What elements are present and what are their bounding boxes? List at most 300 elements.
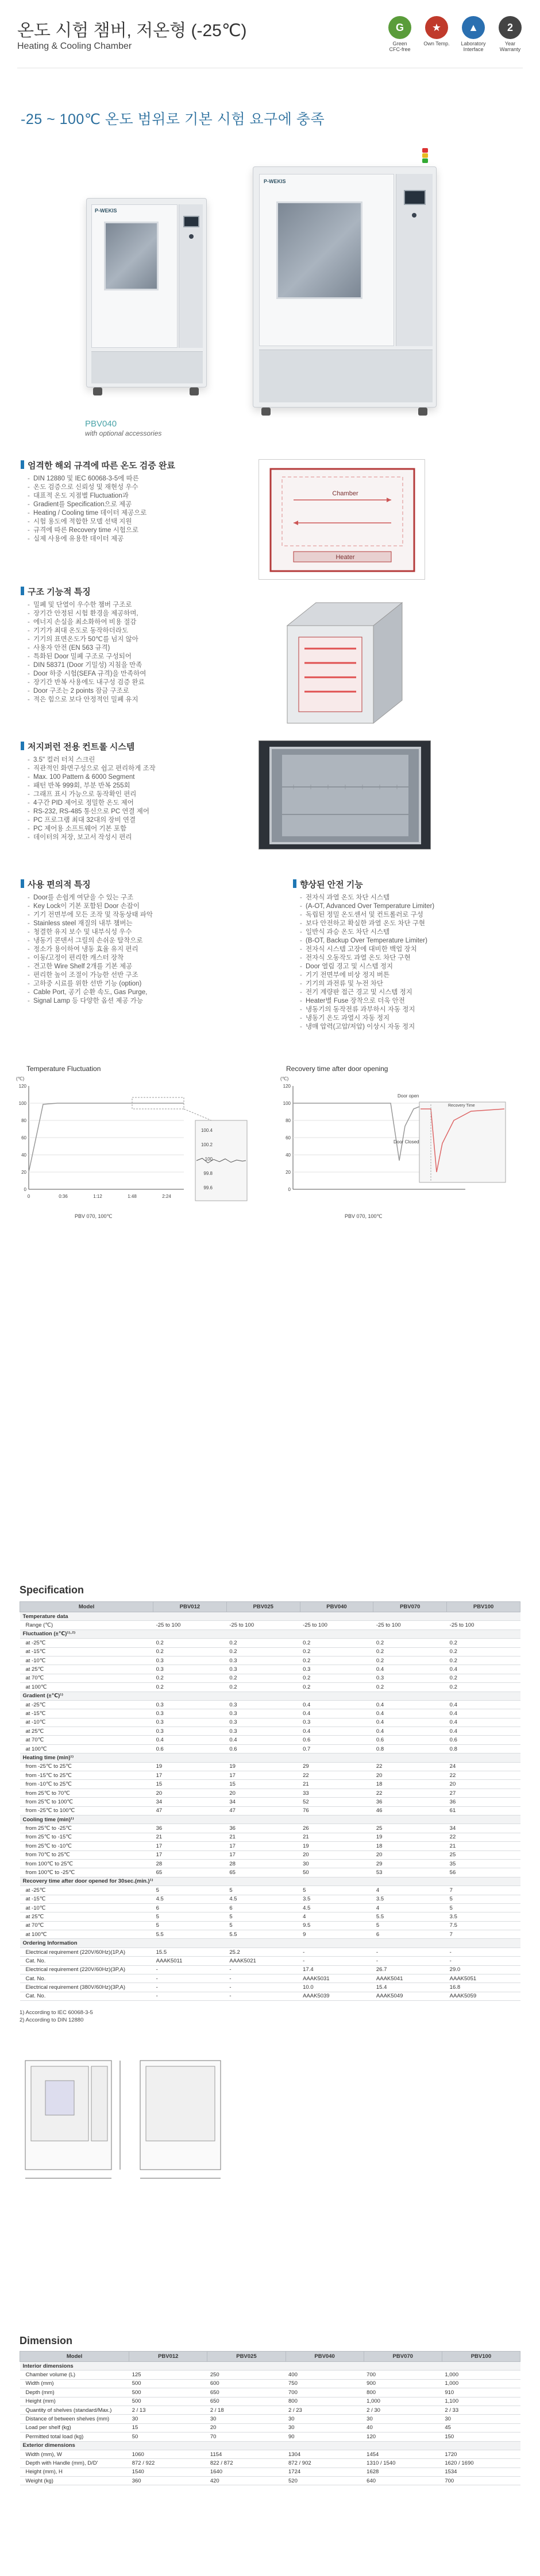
table-cell: from -25℃ to 100℃: [20, 1806, 153, 1815]
tick-label: 120: [18, 1084, 26, 1089]
table-row: [20, 1965, 520, 1974]
table-cell: 0.3: [153, 1709, 227, 1718]
table-cell: 17: [153, 1842, 227, 1850]
table-cell: -: [153, 1992, 227, 2000]
table-cell: 7.5: [447, 1921, 520, 1930]
table-cell: 0.4: [447, 1709, 520, 1718]
tick-label: 99.8: [203, 1171, 213, 1176]
table-row: [20, 1718, 520, 1727]
table-row: [20, 1895, 520, 1903]
table-row: [20, 1992, 520, 2000]
table-cell: 0.4: [373, 1709, 447, 1718]
table-row: [20, 1630, 520, 1638]
badge-warranty: 2 Year Warranty: [496, 16, 524, 53]
table-cell: Temperature data: [20, 1612, 153, 1621]
table-cell: 30: [300, 1859, 373, 1868]
table-cell: 0.2: [447, 1647, 520, 1656]
table-cell: 34: [226, 1798, 300, 1806]
table-cell: from 100℃ to 25℃: [20, 1859, 153, 1868]
table-row: [20, 1639, 520, 1647]
table-cell: Ordering Information: [20, 1939, 153, 1947]
chamber-small-image: P-WEKIS: [86, 198, 207, 387]
tick-label: 20: [286, 1170, 291, 1175]
column-header: PBV025: [207, 2352, 286, 2362]
table-cell: 20: [373, 1771, 447, 1780]
table-cell: 3.5: [373, 1895, 447, 1903]
fluct-caption: PBV 070, 100℃: [75, 1213, 113, 1219]
table-cell: 600: [207, 2379, 286, 2388]
table-cell: 0.3: [373, 1674, 447, 1682]
table-cell: 10.0: [300, 1983, 373, 1992]
tick-label: 0:36: [59, 1194, 68, 1199]
table-cell: 1060: [129, 2450, 207, 2458]
table-cell: AAAK5021: [226, 1957, 300, 1965]
table-row: [20, 1727, 520, 1736]
table-row: [20, 1612, 520, 1621]
table-cell: 19: [153, 1762, 227, 1771]
feature-item: - 냉동기의 동작전류 과부하시 자동 정지: [300, 1006, 529, 1014]
spec-title: Specification: [20, 1584, 84, 1596]
feature-item: - PC 제어용 소프트웨어 기본 포함: [28, 825, 227, 833]
table-cell: 50: [300, 1868, 373, 1877]
table-row: [20, 2477, 520, 2485]
table-cell: from -10℃ to 25℃: [20, 1780, 153, 1789]
table-row: [20, 1930, 520, 1939]
recovery-chart: [276, 1074, 523, 1247]
feature-item: - 기기의 과전류 및 누전 차단: [300, 980, 529, 988]
table-row: [20, 1700, 520, 1709]
table-cell: Cat. No.: [20, 1974, 153, 1983]
fluct-ylabel: (℃): [16, 1076, 25, 1081]
table-cell: 0.3: [226, 1709, 300, 1718]
table-cell: 0.3: [153, 1718, 227, 1727]
signal-lamp: [422, 148, 428, 164]
table-cell: 1,000: [442, 2371, 520, 2379]
section-title: 저지퍼런 전용 컨트롤 시스템: [21, 740, 227, 752]
feature-item: - 기기가 최대 온도로 동작하더라도: [28, 627, 227, 635]
table-cell: 1540: [129, 2468, 207, 2476]
table-cell: 36: [153, 1824, 227, 1833]
table-cell: Heating time (min)¹⁾: [20, 1753, 153, 1762]
table-cell: 1454: [364, 2450, 442, 2458]
table-cell: 800: [286, 2397, 364, 2406]
table-cell: Height (mm), H: [20, 2468, 129, 2476]
feature-item: - Heater별 Fuse 장착으로 더욱 안전: [300, 997, 529, 1006]
table-cell: -: [300, 1947, 373, 1956]
table-cell: 45: [442, 2423, 520, 2432]
feature-item: - 기기 전면부에 모든 조작 및 작동상태 파악: [28, 911, 250, 920]
table-cell: 4.5: [153, 1895, 227, 1903]
table-cell: 25.2: [226, 1947, 300, 1956]
table-row: [20, 1859, 520, 1868]
table-cell: [226, 1815, 300, 1824]
fluctuation-chart: [11, 1074, 253, 1247]
feature-item: - 에너지 손실을 최소화하여 비용 절감: [28, 618, 227, 627]
table-cell: 1620 / 1690: [442, 2459, 520, 2468]
table-cell: AAAK5039: [300, 1992, 373, 2000]
table-cell: -: [226, 1983, 300, 1992]
recovery-caption: PBV 070, 100℃: [345, 1213, 383, 1219]
table-cell: 0.2: [447, 1683, 520, 1692]
table-cell: 16.8: [447, 1983, 520, 1992]
section-title: 엄격한 해외 규격에 따른 온도 검증 완료: [21, 459, 227, 471]
footnote: 2) According to DIN 12880: [20, 2017, 84, 2023]
table-cell: [286, 2362, 364, 2371]
table-row: [20, 2468, 520, 2476]
table-cell: 0.2: [153, 1683, 227, 1692]
table-cell: 2 / 33: [442, 2406, 520, 2414]
table-cell: 61: [447, 1806, 520, 1815]
table-cell: 22: [373, 1789, 447, 1797]
table-cell: 36: [373, 1798, 447, 1806]
feature-item: - Key Lock이 기본 포함된 Door 손잡이: [28, 902, 250, 911]
feature-item: - Door 하중 시험(SEFA 규격)을 만족하여: [28, 670, 227, 678]
table-cell: 0.2: [373, 1639, 447, 1647]
table-cell: 0.6: [300, 1736, 373, 1744]
table-cell: 40: [364, 2423, 442, 2432]
table-cell: 20: [207, 2423, 286, 2432]
feature-item: - Signal Lamp 등 다양한 옵션 제공 가능: [28, 997, 250, 1006]
table-cell: [153, 1630, 227, 1638]
table-cell: 0.6: [447, 1736, 520, 1744]
tick-label: 80: [21, 1118, 26, 1123]
table-cell: 18: [373, 1780, 447, 1789]
table-cell: 3.5: [300, 1895, 373, 1903]
table-cell: 20: [373, 1850, 447, 1859]
table-cell: 21: [300, 1833, 373, 1841]
feature-item: - RS-232, RS-485 통신으로 PC 연결 제어: [28, 808, 227, 816]
table-cell: 65: [226, 1868, 300, 1877]
table-row: [20, 1753, 520, 1762]
feature-item: - 특화된 Door 밀폐 구조로 구성되어: [28, 653, 227, 661]
feature-item: - 전자식 오동작도 과열 온도 차단 구현: [300, 954, 529, 963]
table-cell: 36: [226, 1824, 300, 1833]
table-cell: [447, 1753, 520, 1762]
table-cell: 7: [447, 1886, 520, 1895]
table-cell: Chamber volume (L): [20, 2371, 129, 2379]
table-row: [20, 1744, 520, 1753]
table-cell: Depth with Handle (mm), D/D': [20, 2459, 129, 2468]
table-cell: 0.6: [373, 1736, 447, 1744]
table-cell: 30: [442, 2415, 520, 2423]
table-cell: Distance of between shelves (mm): [20, 2415, 129, 2423]
spec-notes: [20, 2009, 93, 2024]
table-cell: 30: [286, 2415, 364, 2423]
table-cell: 21: [447, 1842, 520, 1850]
table-row: [20, 1903, 520, 1912]
data-icon: ▲: [462, 16, 485, 39]
table-cell: 19: [373, 1833, 447, 1841]
table-cell: 0.3: [226, 1718, 300, 1727]
table-cell: [300, 1612, 373, 1621]
model-note: with optional accessories: [85, 429, 162, 437]
table-cell: from -25℃ to 25℃: [20, 1762, 153, 1771]
table-cell: [373, 1692, 447, 1700]
table-cell: 25: [373, 1824, 447, 1833]
table-cell: 5.5: [226, 1930, 300, 1939]
tick-label: 120: [283, 1084, 291, 1089]
table-cell: 500: [129, 2388, 207, 2397]
feature-item: - Stainless steel 재질의 내부 챔버는: [28, 920, 250, 928]
table-row: [20, 2406, 520, 2414]
table-cell: 0.4: [447, 1727, 520, 1736]
feature-list: [293, 894, 529, 1031]
table-cell: 0.2: [300, 1639, 373, 1647]
feature-item: - 기기의 표면온도가 50℃를 넘지 않아: [28, 635, 227, 644]
table-cell: 9.5: [300, 1921, 373, 1930]
table-cell: 4: [373, 1886, 447, 1895]
table-row: [20, 1709, 520, 1718]
table-cell: [226, 1630, 300, 1638]
feature-item: - DIN 12880 및 IEC 60068-3-5에 따른: [28, 475, 227, 483]
table-cell: 47: [226, 1806, 300, 1815]
table-cell: at 70℃: [20, 1674, 153, 1682]
table-cell: -: [153, 1965, 227, 1974]
feature-item: - 직관적인 화면구성으로 쉽고 편리하게 조작: [28, 765, 227, 773]
table-cell: Depth (mm): [20, 2388, 129, 2397]
table-cell: 17: [226, 1850, 300, 1859]
table-cell: 1720: [442, 2450, 520, 2458]
feature-item: - 전기 계량판 접근 경고 및 시스템 정지: [300, 988, 529, 997]
table-cell: Interior dimensions: [20, 2362, 129, 2371]
table-cell: at -25℃: [20, 1700, 153, 1709]
table-cell: -: [373, 1957, 447, 1965]
table-cell: -: [300, 1957, 373, 1965]
table-cell: 6: [373, 1930, 447, 1939]
table-cell: [373, 1612, 447, 1621]
table-cell: 5: [373, 1921, 447, 1930]
chamber-large-image: P-WEKIS: [253, 166, 437, 408]
feature-item: - 온도 검증으로 신뢰성 및 재현성 우수: [28, 483, 227, 492]
table-cell: 29: [300, 1762, 373, 1771]
chamber-diagram: [259, 459, 425, 580]
table-cell: 0.6: [226, 1744, 300, 1753]
table-cell: [129, 2362, 207, 2371]
feature-item: - 4구간 PID 제어로 정밀한 온도 제어: [28, 799, 227, 808]
table-cell: Width (mm): [20, 2379, 129, 2388]
table-cell: 1628: [364, 2468, 442, 2476]
tick-label: 2:24: [162, 1194, 171, 1199]
table-cell: [373, 1753, 447, 1762]
table-cell: 21: [300, 1780, 373, 1789]
table-cell: [153, 1815, 227, 1824]
table-cell: 20: [226, 1789, 300, 1797]
leaf-icon: G: [388, 16, 411, 39]
table-cell: [373, 1877, 447, 1886]
feature-item: - 적은 힘으로 보다 안정적인 밀폐 유지: [28, 696, 227, 704]
table-cell: -25 to 100: [226, 1621, 300, 1630]
feature-item: - 고하중 시료를 위한 선반 기능 (option): [28, 980, 250, 988]
table-cell: 28: [226, 1859, 300, 1868]
table-cell: 20: [447, 1780, 520, 1789]
feature-item: - 장기간 안정된 시험 환경을 제공하며,: [28, 610, 227, 618]
table-cell: 5: [226, 1921, 300, 1930]
table-cell: 19: [300, 1842, 373, 1850]
table-row: [20, 1921, 520, 1930]
table-cell: 0.4: [373, 1700, 447, 1709]
table-cell: 53: [373, 1868, 447, 1877]
table-cell: 750: [286, 2379, 364, 2388]
table-cell: 27: [447, 1789, 520, 1797]
feature-list: [21, 894, 250, 1006]
interior-photo: [259, 740, 431, 849]
table-row: [20, 1947, 520, 1956]
table-row: [20, 1886, 520, 1895]
table-cell: 34: [447, 1824, 520, 1833]
footnote: 1) According to IEC 60068-3-5: [20, 2009, 93, 2016]
table-cell: 6: [226, 1903, 300, 1912]
feature-item: - 시험 용도에 적합한 모델 선택 지원: [28, 518, 227, 526]
table-cell: 46: [373, 1806, 447, 1815]
table-row: [20, 1850, 520, 1859]
table-cell: 19: [226, 1762, 300, 1771]
table-cell: -: [226, 1965, 300, 1974]
table-cell: from 25℃ to -25℃: [20, 1824, 153, 1833]
page-subtitle: Heating & Cooling Chamber: [17, 41, 132, 51]
page-title: 온도 시험 챔버, 저온형 (-25℃): [17, 21, 247, 40]
table-cell: 0.8: [373, 1744, 447, 1753]
tick-label: 80: [286, 1118, 291, 1123]
table-row: [20, 1815, 520, 1824]
table-cell: [226, 1877, 300, 1886]
table-row: [20, 1868, 520, 1877]
table-cell: 872 / 902: [286, 2459, 364, 2468]
table-cell: at 100℃: [20, 1930, 153, 1939]
table-cell: Quantity of shelves (standard/Max.): [20, 2406, 129, 2414]
table-cell: 4: [300, 1912, 373, 1921]
table-cell: 22: [300, 1771, 373, 1780]
table-cell: 900: [364, 2379, 442, 2388]
tick-label: 0: [288, 1187, 291, 1192]
table-cell: 17: [226, 1842, 300, 1850]
table-cell: 3.5: [447, 1912, 520, 1921]
tick-label: 100.2: [200, 1142, 213, 1147]
table-row: [20, 2415, 520, 2423]
table-cell: Cooling time (min)¹⁾: [20, 1815, 153, 1824]
table-cell: 0.4: [226, 1736, 300, 1744]
table-cell: -: [373, 1947, 447, 1956]
section-title: 구조 기능적 특징: [21, 585, 227, 598]
table-row: [20, 2441, 520, 2450]
feature-item: - Heating / Cooling time 데이터 제공으로: [28, 509, 227, 518]
column-header: Model: [20, 1602, 153, 1612]
feature-item: - 그래프 표시 가능으로 동작확인 편리: [28, 790, 227, 799]
table-cell: 650: [207, 2388, 286, 2397]
feature-item: - 전자식 과열 온도 차단 시스템: [300, 894, 529, 902]
table-cell: 5: [153, 1912, 227, 1921]
table-cell: Range (℃): [20, 1621, 153, 1630]
table-cell: 1310 / 1540: [364, 2459, 442, 2468]
table-cell: [207, 2362, 286, 2371]
door-open-label: Door open: [398, 1093, 419, 1099]
table-cell: at -15℃: [20, 1895, 153, 1903]
feature-item: - Door 열림 경고 및 시스템 정지: [300, 963, 529, 971]
table-cell: 0.4: [447, 1700, 520, 1709]
table-cell: [447, 1692, 520, 1700]
table-cell: 34: [153, 1798, 227, 1806]
feature-item: - Gradient를 Specification으로 제공: [28, 501, 227, 509]
feature-item: - 패턴 반복 999회, 부분 반복 255회: [28, 782, 227, 790]
table-cell: 15.5: [153, 1947, 227, 1956]
table-cell: 21: [226, 1833, 300, 1841]
table-row: [20, 1692, 520, 1700]
recovery-time-label: Recovery Time: [448, 1104, 475, 1108]
table-cell: 0.4: [153, 1736, 227, 1744]
tick-label: 40: [21, 1153, 26, 1158]
table-cell: 5: [226, 1912, 300, 1921]
table-cell: 650: [207, 2397, 286, 2406]
feature-item: - 냉동기 콘덴서 그릴의 손쉬운 탈착으로: [28, 937, 250, 945]
table-cell: 26.7: [373, 1965, 447, 1974]
table-cell: 0.3: [300, 1665, 373, 1674]
feature-item: - Cable Port, 공기 순환 속도, Gas Purge,: [28, 988, 250, 997]
table-cell: [286, 2441, 364, 2450]
feature-item: - 3.5" 컬러 터치 스크린: [28, 756, 227, 765]
door-closed-label: Door Closed: [394, 1139, 419, 1145]
table-cell: [153, 1939, 227, 1947]
table-cell: 9: [300, 1930, 373, 1939]
table-cell: 30: [129, 2415, 207, 2423]
table-cell: 125: [129, 2371, 207, 2379]
badge-own-temp: ★ Own Temp.: [423, 16, 450, 53]
table-cell: 24: [447, 1762, 520, 1771]
table-cell: 0.3: [226, 1656, 300, 1665]
table-cell: Permitted total load (kg): [20, 2433, 129, 2441]
label-chamber: Chamber: [332, 490, 358, 497]
tagline: -25 ~ 100℃ 온도 범위로 기본 시험 요구에 충족: [21, 111, 325, 127]
table-cell: 56: [447, 1868, 520, 1877]
table-cell: Load per shelf (kg): [20, 2423, 129, 2432]
table-row: [20, 2433, 520, 2441]
table-cell: 2 / 18: [207, 2406, 286, 2414]
airflow-diagram: [259, 460, 426, 580]
table-cell: Fluctuation (±℃)¹⁾·²⁾: [20, 1630, 153, 1638]
feature-item: - 이동/고정이 편리한 캐스터 장착: [28, 954, 250, 963]
tick-label: 40: [286, 1153, 291, 1158]
table-cell: 17.4: [300, 1965, 373, 1974]
badge-green: G Green CFC-free: [386, 16, 414, 53]
table-cell: -25 to 100: [373, 1621, 447, 1630]
table-cell: 0.2: [226, 1683, 300, 1692]
table-cell: [153, 1612, 227, 1621]
table-cell: [226, 1939, 300, 1947]
table-cell: 0.3: [226, 1665, 300, 1674]
warranty-icon: 2: [499, 16, 522, 39]
table-cell: at -10℃: [20, 1903, 153, 1912]
table-cell: 70: [207, 2433, 286, 2441]
table-cell: Cat. No.: [20, 1992, 153, 2000]
table-cell: AAAK5011: [153, 1957, 227, 1965]
table-cell: at -10℃: [20, 1718, 153, 1727]
table-cell: 0.2: [226, 1674, 300, 1682]
table-row: [20, 1806, 520, 1815]
table-cell: 6: [153, 1903, 227, 1912]
table-cell: 822 / 872: [207, 2459, 286, 2468]
table-cell: at 100℃: [20, 1683, 153, 1692]
table-cell: 5.5: [373, 1912, 447, 1921]
table-cell: [300, 1692, 373, 1700]
table-cell: 0.2: [153, 1674, 227, 1682]
table-cell: Width (mm), W: [20, 2450, 129, 2458]
table-cell: at 70℃: [20, 1736, 153, 1744]
table-cell: 0.2: [226, 1639, 300, 1647]
tick-label: 100: [283, 1101, 291, 1106]
feature-item: - 사용자 안전 (EN 563 규격): [28, 644, 227, 653]
section-safety: [293, 878, 529, 1031]
table-cell: 36: [447, 1798, 520, 1806]
table-cell: [364, 2362, 442, 2371]
table-cell: 1534: [442, 2468, 520, 2476]
